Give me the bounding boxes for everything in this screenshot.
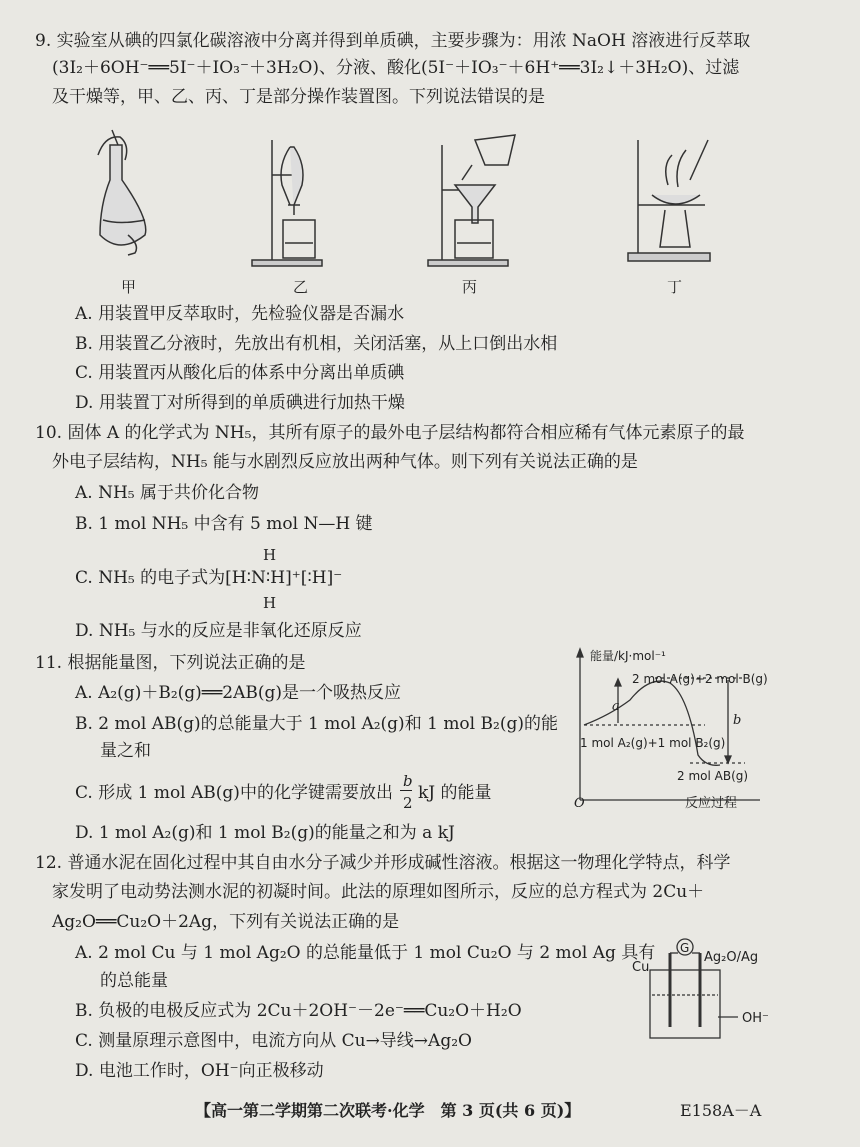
q11-option-c-suffix: kJ 的能量 [418, 783, 492, 803]
filtration-apparatus-image [428, 135, 515, 266]
electron-formula-top-h: H [263, 546, 277, 564]
energy-b-label: b [733, 713, 742, 728]
q11-option-c-prefix: C. 形成 1 mol AB(g)中的化学键需要放出 [75, 783, 393, 803]
energy-origin-label: O [574, 796, 585, 811]
figure-label-bing: 丙 [462, 278, 478, 296]
energy-ylabel: 能量/kJ·mol⁻¹ [590, 649, 666, 663]
q10-stem-line-2: 外电子层结构，NH₅ 能与水剧烈反应放出两种气体。则下列有关说法正确的是 [52, 452, 638, 472]
q9-option-d: D. 用装置丁对所得到的单质碘进行加热干燥 [75, 393, 405, 413]
q12-stem-line-1: 12. 普通水泥在固化过程中其自由水分子减少并形成碱性溶液。根据这一物理化学特点，科学 [35, 853, 731, 873]
q10-option-c: C. NH₅ 的电子式为[H∶N∶H]⁺[∶H]⁻ [75, 568, 343, 588]
figure-label-jia: 甲 [121, 278, 137, 296]
q11-stem: 11. 根据能量图，下列说法正确的是 [35, 653, 306, 673]
ag2o-label: Ag₂O/Ag [704, 950, 759, 965]
fraction-denominator: 2 [403, 794, 413, 812]
q12-option-c: C. 测量原理示意图中，电流方向从 Cu→导线→Ag₂O [75, 1031, 472, 1051]
q9-stem-line-1: 9. 实验室从碘的四氯化碳溶液中分离并得到单质碘，主要步骤为：用浓 NaOH 溶液进行反萃取 [35, 31, 751, 51]
electron-formula-bottom-h: H [263, 594, 277, 612]
q12-option-a-line-2: 的总能量 [100, 971, 168, 991]
q12-option-d: D. 电池工作时，OH⁻向正极移动 [75, 1061, 324, 1081]
hydroxide-label: OH⁻ [742, 1011, 769, 1026]
q9-option-c: C. 用装置丙从酸化后的体系中分离出单质碘 [75, 363, 405, 383]
q9-stem-line-3: 及干燥等，甲、乙、丙、丁是部分操作装置图。下列说法错误的是 [52, 87, 545, 107]
separatory-funnel-stand-image [252, 140, 322, 266]
q10-option-d: D. NH₅ 与水的反应是非氧化还原反应 [75, 621, 362, 641]
q10-option-a: A. NH₅ 属于共价化合物 [75, 483, 260, 503]
cu-label: Cu [632, 960, 650, 975]
energy-xlabel: 反应过程 [685, 796, 738, 811]
figure-label-yi: 乙 [293, 278, 309, 296]
q11-option-d: D. 1 mol A₂(g)和 1 mol B₂(g)的能量之和为 a kJ [75, 823, 455, 843]
fraction-numerator: b [403, 772, 413, 790]
energy-top-level-label: 2 mol A(g)+2 mol B(g) [632, 672, 768, 686]
page-footer: 【高一第二学期第二次联考·化学 第 3 页(共 6 页)】 [195, 1101, 581, 1120]
q12-option-a-line-1: A. 2 mol Cu 与 1 mol Ag₂O 的总能量低于 1 mol Cu₂O 与 2 mol Ag 具有 [75, 943, 656, 963]
energy-a-label: a [612, 699, 620, 714]
q9-stem-line-2: (3I₂＋6OH⁻══5I⁻＋IO₃⁻＋3H₂O)、分液、酸化(5I⁻＋IO₃⁻＋6H⁺══3I₂↓＋3H₂O)、过滤 [52, 58, 740, 78]
q12-option-b: B. 负极的电极反应式为 2Cu＋2OH⁻－2e⁻══Cu₂O＋H₂O [75, 1001, 522, 1021]
q9-option-a: A. 用装置甲反萃取时，先检验仪器是否漏水 [75, 304, 405, 324]
energy-low-level-label: 2 mol AB(g) [677, 769, 749, 783]
q11-option-b-line-2: 量之和 [100, 741, 151, 761]
figure-label-ding: 丁 [667, 278, 683, 296]
q12-stem-line-2: 家发明了电动势法测水泥的初凝时间。此法的原理如图所示，反应的总方程式为 2Cu＋ [52, 882, 705, 902]
exam-code: E158A－A [680, 1101, 762, 1120]
energy-mid-level-label: 1 mol A₂(g)+1 mol B₂(g) [580, 736, 726, 750]
galvanometer-label: G [680, 941, 690, 955]
evaporating-dish-heating-image [628, 140, 710, 261]
fraction-bar [400, 790, 412, 791]
q11-option-a: A. A₂(g)＋B₂(g)══2AB(g)是一个吸热反应 [75, 683, 401, 703]
q9-option-b: B. 用装置乙分液时，先放出有机相，关闭活塞，从上口倒出水相 [75, 334, 558, 354]
beaker [650, 970, 720, 1038]
q10-stem-line-1: 10. 固体 A 的化学式为 NH₅，其所有原子的最外电子层结构都符合相应稀有气体元素原子的最 [35, 423, 745, 443]
q10-option-b: B. 1 mol NH₅ 中含有 5 mol N—H 键 [75, 514, 373, 534]
q12-stem-line-3: Ag₂O══Cu₂O＋2Ag，下列有关说法正确的是 [52, 912, 400, 932]
q11-option-b-line-1: B. 2 mol AB(g)的总能量大于 1 mol A₂(g)和 1 mol B₂(g)的能 [75, 714, 558, 734]
separatory-funnel-shaking-image [98, 130, 146, 255]
